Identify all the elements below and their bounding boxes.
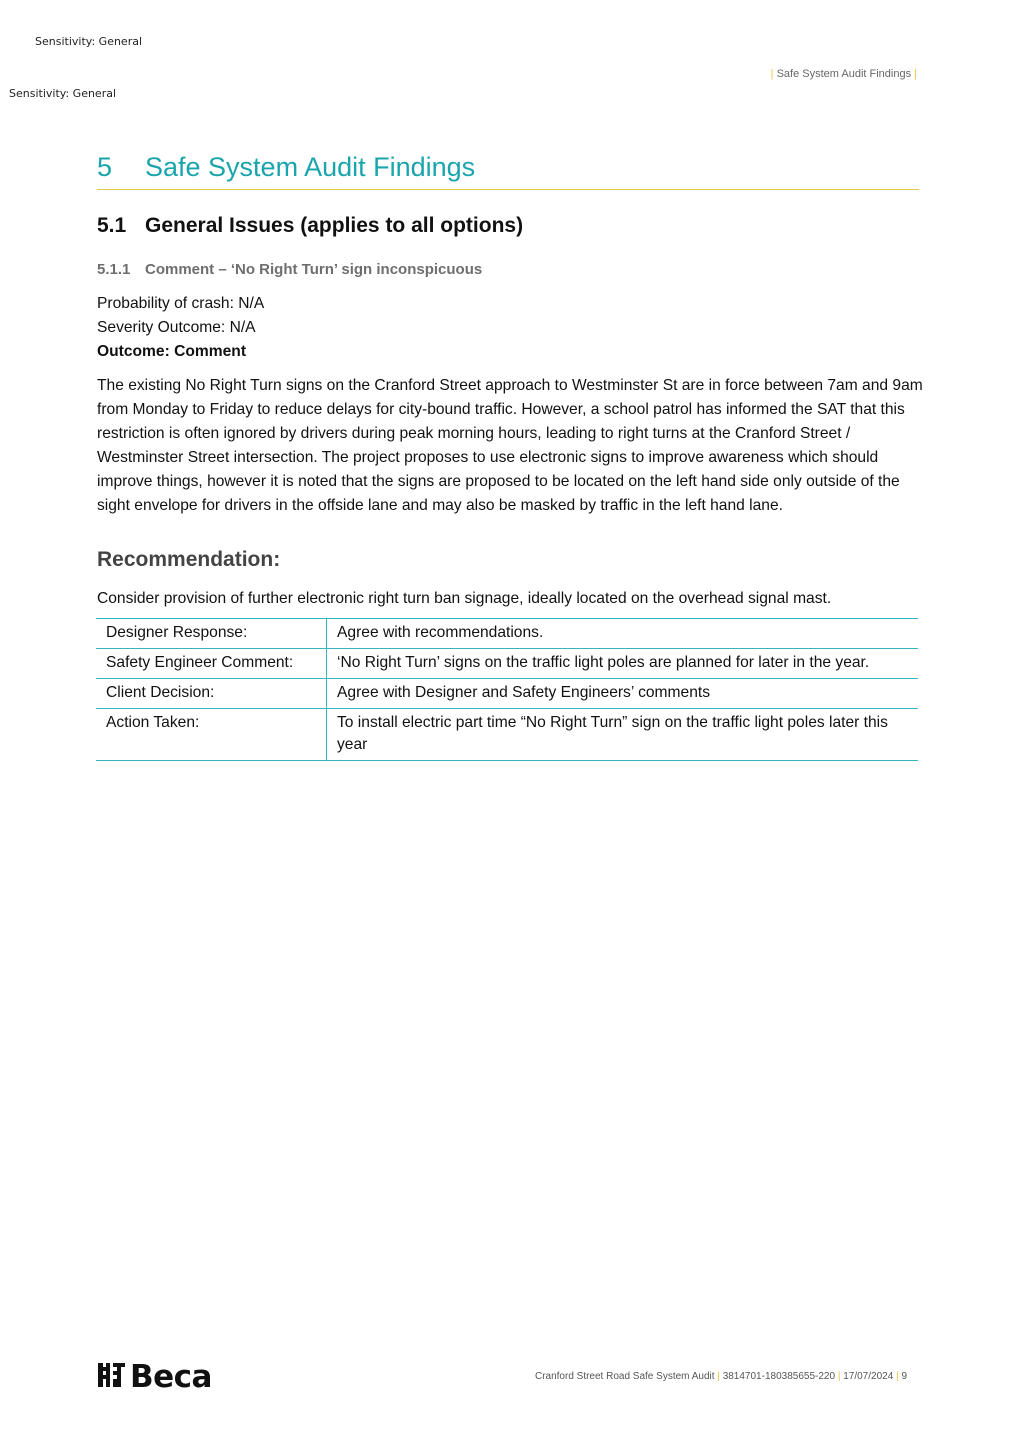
sensitivity-label: Sensitivity: General: [35, 35, 143, 48]
client-decision-label: Client Decision:: [96, 679, 327, 709]
action-taken-value: To install electric part time “No Right Turn” sign on the traffic light poles later this year: [327, 709, 919, 761]
designer-response-value: Agree with recommendations.: [327, 619, 919, 649]
table-row: [96, 709, 918, 761]
running-header: [771, 68, 917, 80]
rating-block: [97, 292, 264, 364]
subsection-heading: [97, 214, 523, 238]
page-footer: [535, 1371, 907, 1382]
footer-date: 17/07/2024: [843, 1371, 894, 1382]
probability-of-crash: Probability of crash: N/A: [97, 295, 265, 312]
running-header-title: Safe System Audit Findings: [776, 68, 912, 80]
client-decision-value: Agree with Designer and Safety Engineers’ comments: [327, 679, 919, 709]
header-divider-left: |: [770, 68, 777, 80]
header-divider-right: |: [911, 68, 917, 80]
section-title: Safe System Audit Findings: [145, 152, 476, 182]
recommendation-text: Consider provision of further electronic right turn ban signage, ideally located on the overhead signal mast.: [97, 590, 832, 607]
severity-outcome: Severity Outcome: N/A: [97, 319, 256, 336]
subsection-title: General Issues (applies to all options): [145, 214, 524, 237]
outcome: Outcome: Comment: [97, 343, 247, 360]
section-number: 5: [97, 152, 113, 182]
action-taken-label: Action Taken:: [96, 709, 327, 761]
recommendation-heading: Recommendation:: [97, 548, 281, 571]
footer-divider: |: [717, 1371, 723, 1382]
table-row: [96, 619, 918, 649]
subsection-number: 5.1: [97, 214, 127, 237]
issue-description: The existing No Right Turn signs on the Cranford Street approach to Westminster St are in force between 7am and 9am from Monday to Friday to reduce delays for city-bound traffic. However, a school patrol has informed the SAT that this restriction is often ignored by drivers during peak morning hours, leading to right turns at the Cranford Street / Westminster Street intersection. The project proposes to use electronic signs to improve awareness which should improve things, however it is noted that the signs are proposed to be located on the left hand side only outside of the sight envelope for drivers in the offside lane and may also be masked by traffic in the left hand lane.: [97, 377, 923, 514]
section-heading: [97, 152, 919, 190]
beca-wordmark: Beca: [130, 1359, 212, 1392]
safety-engineer-comment-label: Safety Engineer Comment:: [96, 649, 327, 679]
response-table: [96, 618, 918, 761]
footer-divider: |: [896, 1371, 902, 1382]
comment-heading: [97, 261, 482, 278]
sensitivity-label-secondary: Sensitivity: General: [9, 87, 117, 100]
footer-document-title: Cranford Street Road Safe System Audit: [534, 1371, 715, 1382]
table-row: [96, 649, 918, 679]
footer-page-number: 9: [901, 1371, 907, 1382]
safety-engineer-comment-value: ‘No Right Turn’ signs on the traffic light poles are planned for later in the year.: [327, 649, 919, 679]
table-row: [96, 679, 918, 709]
beca-logo: [97, 1358, 229, 1397]
beca-logo-mark-icon: [97, 1358, 229, 1392]
footer-divider: |: [837, 1371, 844, 1382]
comment-number: 5.1.1: [97, 261, 131, 278]
footer-reference: 3814701-180385655-220: [722, 1371, 836, 1382]
designer-response-label: Designer Response:: [96, 619, 327, 649]
comment-title: Comment – ‘No Right Turn’ sign inconspicuous: [145, 261, 483, 278]
